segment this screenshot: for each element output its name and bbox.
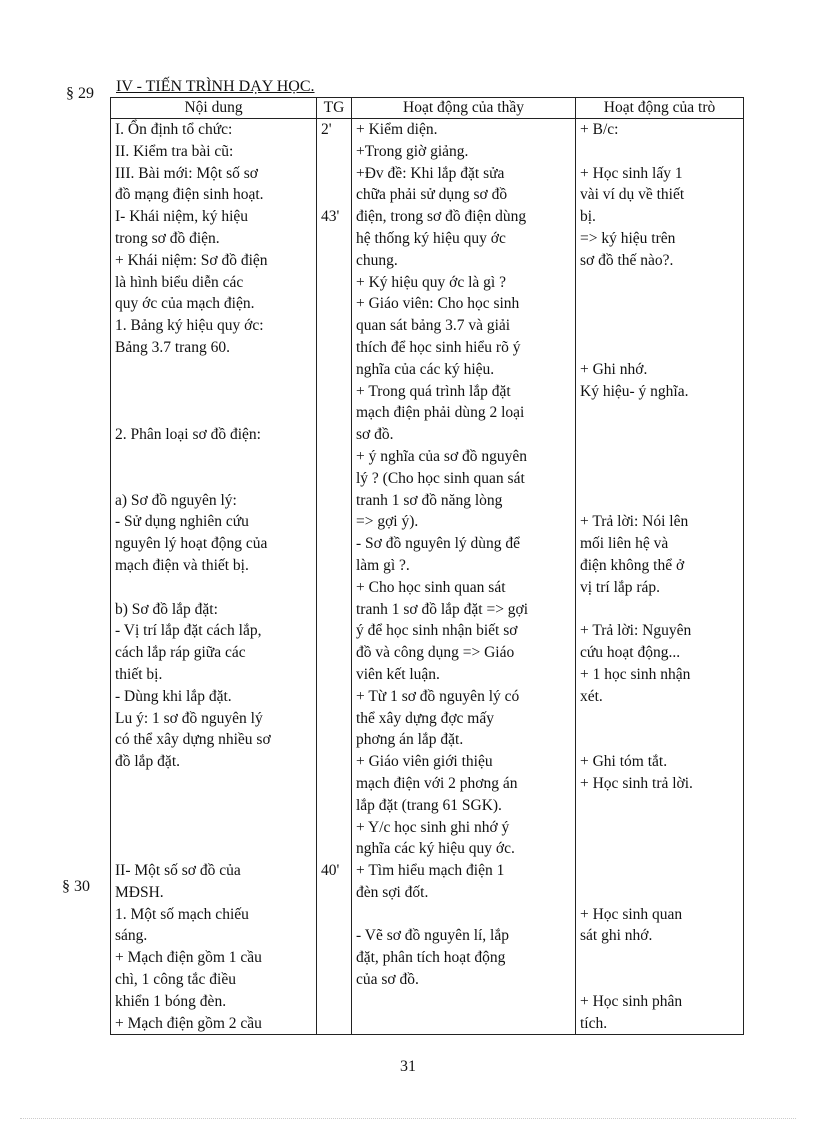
cell-line <box>321 577 347 599</box>
cell-line: quan sát bảng 3.7 và giải <box>356 317 511 335</box>
cell-line: tích. <box>580 1014 608 1032</box>
cell-line: - Vẽ sơ đồ nguyên lí, lắp <box>356 927 509 945</box>
col-hoat-dong-thay <box>352 119 576 1035</box>
cell-line: mạch điện và thiết bị. <box>115 556 249 574</box>
cell-line <box>580 838 739 860</box>
cell-line <box>321 1013 347 1035</box>
cell-line <box>321 664 347 686</box>
cell-line: ý để học sinh nhận biết sơ <box>356 622 518 640</box>
cell-line <box>321 904 347 926</box>
cell-line <box>580 860 739 882</box>
header-tg: TG <box>317 98 352 119</box>
cell-line: 2. Phân loại sơ đồ điện: <box>115 426 261 444</box>
cell-line: +Đv đề: Khi lắp đặt sửa <box>356 164 505 182</box>
cell-line: I. Ổn định tổ chức: <box>115 121 233 138</box>
cell-line <box>115 402 312 424</box>
cell-line <box>580 708 739 730</box>
col-hoat-dong-tro <box>576 119 744 1035</box>
cell-line: vài ví dụ về thiết <box>580 186 685 204</box>
cell-line <box>321 686 347 708</box>
cell-line <box>115 359 312 381</box>
cell-line <box>321 163 347 185</box>
cell-line: b) Sơ đồ lắp đặt: <box>115 600 218 618</box>
cell-line: bị. <box>580 208 596 226</box>
cell-line <box>580 882 739 904</box>
cell-line <box>580 141 739 163</box>
cell-line <box>356 1013 571 1035</box>
cell-line: + Học sinh phân <box>580 992 683 1010</box>
cell-line <box>580 490 739 512</box>
cell-line: 1. Một số mạch chiếu <box>115 905 249 923</box>
col-tg <box>317 119 352 1035</box>
cell-line: đồ và công dụng => Giáo <box>356 644 515 662</box>
cell-line <box>321 817 347 839</box>
cell-line: khiển 1 bóng đèn. <box>115 992 227 1010</box>
cell-line <box>321 773 347 795</box>
cell-line <box>321 424 347 446</box>
cell-line: Bảng 3.7 trang 60. <box>115 338 230 356</box>
cell-line <box>356 904 571 926</box>
cell-line <box>580 468 739 490</box>
section-30-label: § 30 <box>62 878 90 895</box>
cell-line: III. Bài mới: Một số sơ <box>115 164 258 182</box>
col-noi-dung <box>111 119 317 1035</box>
cell-line <box>115 817 312 839</box>
cell-line <box>580 729 739 751</box>
cell-line <box>321 991 347 1013</box>
cell-line: tranh 1 sơ đồ năng lòng <box>356 491 503 509</box>
cell-line <box>321 511 347 533</box>
cell-line <box>321 141 347 163</box>
cell-line <box>580 947 739 969</box>
cell-line: lý ? (Cho học sinh quan sát <box>356 469 525 487</box>
cell-line <box>321 642 347 664</box>
cell-line: + B/c: <box>580 121 619 138</box>
cell-line <box>321 250 347 272</box>
cell-line: + Ký hiệu quy ớc là gì ? <box>356 273 506 291</box>
cell-line <box>321 446 347 468</box>
cell-line: mạch điện phải dùng 2 loại <box>356 404 525 422</box>
cell-line <box>321 228 347 250</box>
cell-line: hệ thống ký hiệu quy ớc <box>356 229 506 247</box>
cell-line <box>321 359 347 381</box>
cell-line: + ý nghĩa của sơ đồ nguyên <box>356 447 528 465</box>
cell-line: thích để học sinh hiểu rõ ý <box>356 338 521 356</box>
header-hoat-dong-tro: Hoạt động của trò <box>576 98 744 119</box>
cell-line: + Mạch điện gồm 1 cầu <box>115 949 262 967</box>
cell-line: đồ lắp đặt. <box>115 753 180 771</box>
cell-line: đặt, phân tích hoạt động <box>356 949 506 967</box>
cell-line <box>580 272 739 294</box>
cell-line: chì, 1 công tắc điều <box>115 971 236 989</box>
cell-line: + Ghi tóm tắt. <box>580 753 668 771</box>
cell-line: II. Kiểm tra bài cũ: <box>115 142 234 160</box>
cell-line <box>580 795 739 817</box>
cell-line: + Cho học sinh quan sát <box>356 578 506 596</box>
cell-line <box>321 708 347 730</box>
cell-line: + Trả lời: Nói lên <box>580 513 689 531</box>
cell-line <box>321 795 347 817</box>
cell-line: xét. <box>580 687 603 705</box>
cell-line: 2' <box>321 121 332 138</box>
page-number: 31 <box>400 1058 416 1075</box>
table-row <box>111 119 744 1035</box>
cell-line: - Dùng khi lắp đặt. <box>115 687 232 705</box>
table-header-row <box>111 98 744 119</box>
cell-line: => ký hiệu trên <box>580 229 676 247</box>
cell-line <box>321 620 347 642</box>
section-heading: IV - TIẾN TRÌNH DẠY HỌC. <box>116 78 315 95</box>
cell-line: mạch điện với 2 phơng án <box>356 774 518 792</box>
cell-line: làm gì ?. <box>356 556 410 574</box>
cell-line: phơng án lắp đặt. <box>356 731 464 749</box>
cell-line: => gợi ý). <box>356 513 419 531</box>
cell-line: + Kiểm diện. <box>356 121 438 138</box>
cell-line: cách lắp ráp giữa các <box>115 644 246 662</box>
cell-line: II- Một số sơ đồ của <box>115 862 241 880</box>
cell-line: Lu ý: 1 sơ đồ nguyên lý <box>115 709 263 727</box>
cell-line <box>115 773 312 795</box>
cell-line: a) Sơ đồ nguyên lý: <box>115 491 237 509</box>
cell-line <box>321 882 347 904</box>
cell-line <box>580 424 739 446</box>
cell-line <box>115 446 312 468</box>
cell-line <box>321 925 347 947</box>
cell-line <box>115 468 312 490</box>
header-hoat-dong-thay: Hoạt động của thầy <box>352 98 576 119</box>
cell-line: 1. Bảng ký hiệu quy ớc: <box>115 317 264 335</box>
cell-line <box>115 795 312 817</box>
cell-line <box>321 402 347 424</box>
cell-line <box>321 533 347 555</box>
cell-line: + 1 học sinh nhận <box>580 665 691 683</box>
cell-line: sơ đồ. <box>356 426 394 444</box>
cell-line: mối liên hệ và <box>580 535 669 553</box>
cell-line: quy ớc của mạch điện. <box>115 295 255 313</box>
cell-line: + Học sinh trả lời. <box>580 774 693 792</box>
cell-line: nguyên lý hoạt động của <box>115 535 268 553</box>
cell-line <box>321 555 347 577</box>
cell-line: sát ghi nhớ. <box>580 927 653 945</box>
cell-line: 40' <box>321 862 340 880</box>
cell-line <box>356 991 571 1013</box>
cell-line: điện, trong sơ đồ điện dùng <box>356 208 527 226</box>
cell-line <box>580 293 739 315</box>
cell-line <box>321 490 347 512</box>
cell-line: 43' <box>321 208 340 226</box>
header-noi-dung: Nội dung <box>111 98 317 119</box>
cell-line: điện không thể ở <box>580 556 685 574</box>
cell-line: cứu hoạt động... <box>580 644 681 662</box>
cell-line: thiết bị. <box>115 665 163 683</box>
cell-line: + Giáo viên: Cho học sinh <box>356 295 520 313</box>
cell-line <box>115 381 312 403</box>
cell-line: - Sử dụng nghiên cứu <box>115 513 249 531</box>
cell-line: vị trí lắp ráp. <box>580 578 661 596</box>
cell-line <box>321 468 347 490</box>
cell-line: + Mạch điện gồm 2 cầu <box>115 1014 262 1032</box>
cell-line <box>580 446 739 468</box>
cell-line: + Tìm hiểu mạch điện 1 <box>356 862 505 880</box>
cell-line: thể xây dựng đợc mấy <box>356 709 494 727</box>
cell-line <box>321 599 347 621</box>
cell-line <box>321 272 347 294</box>
cell-line <box>321 838 347 860</box>
cell-line <box>115 838 312 860</box>
cell-line: + Học sinh quan <box>580 905 683 923</box>
cell-line: Ký hiệu- ý nghĩa. <box>580 382 689 400</box>
cell-line: tranh 1 sơ đồ lắp đặt => gợi <box>356 600 529 618</box>
cell-line <box>580 599 739 621</box>
cell-line <box>321 184 347 206</box>
cell-line: + Từ 1 sơ đồ nguyên lý có <box>356 687 520 705</box>
lesson-plan-table <box>110 97 744 1035</box>
cell-line: MĐSH. <box>115 883 164 901</box>
section-29-label: § 29 <box>66 85 94 102</box>
cell-line <box>580 315 739 337</box>
cell-line <box>580 969 739 991</box>
cell-line: + Y/c học sinh ghi nhớ ý <box>356 818 510 836</box>
cell-line <box>580 337 739 359</box>
bottom-dotted-rule <box>20 1118 796 1119</box>
cell-line: + Trong quá trình lắp đặt <box>356 382 511 400</box>
cell-line: + Học sinh lấy 1 <box>580 164 683 182</box>
cell-line <box>321 947 347 969</box>
cell-line: là hình biểu diễn các <box>115 273 244 291</box>
cell-line: I- Khái niệm, ký hiệu <box>115 208 249 226</box>
cell-line <box>321 729 347 751</box>
cell-line <box>321 315 347 337</box>
cell-line <box>115 577 312 599</box>
cell-line: của sơ đồ. <box>356 971 419 989</box>
cell-line: đồ mạng điện sinh hoạt. <box>115 186 264 204</box>
cell-line <box>321 969 347 991</box>
cell-line <box>321 293 347 315</box>
cell-line: viên kết luận. <box>356 665 440 683</box>
cell-line: +Trong giờ giảng. <box>356 142 469 160</box>
cell-line <box>580 817 739 839</box>
cell-line: trong sơ đồ điện. <box>115 229 220 247</box>
cell-line: - Sơ đồ nguyên lý dùng để <box>356 535 521 553</box>
cell-line: có thể xây dựng nhiều sơ <box>115 731 271 749</box>
cell-line <box>321 751 347 773</box>
cell-line: - Vị trí lắp đặt cách lắp, <box>115 622 262 640</box>
cell-line: + Ghi nhớ. <box>580 360 648 378</box>
cell-line: lắp đặt (trang 61 SGK). <box>356 796 502 814</box>
cell-line: nghĩa các ký hiệu quy ớc. <box>356 840 515 858</box>
cell-line: + Khái niệm: Sơ đồ điện <box>115 251 268 269</box>
cell-line: sáng. <box>115 927 148 945</box>
cell-line: chữa phải sử dụng sơ đồ <box>356 186 508 204</box>
cell-line <box>580 402 739 424</box>
cell-line: + Giáo viên giới thiệu <box>356 753 493 771</box>
cell-line: sơ đồ thế nào?. <box>580 251 674 269</box>
cell-line: đèn sợi đốt. <box>356 883 429 901</box>
cell-line: nghĩa của các ký hiệu. <box>356 360 495 378</box>
cell-line: chung. <box>356 251 398 269</box>
cell-line: + Trả lời: Nguyên <box>580 622 692 640</box>
cell-line <box>321 337 347 359</box>
cell-line <box>321 381 347 403</box>
